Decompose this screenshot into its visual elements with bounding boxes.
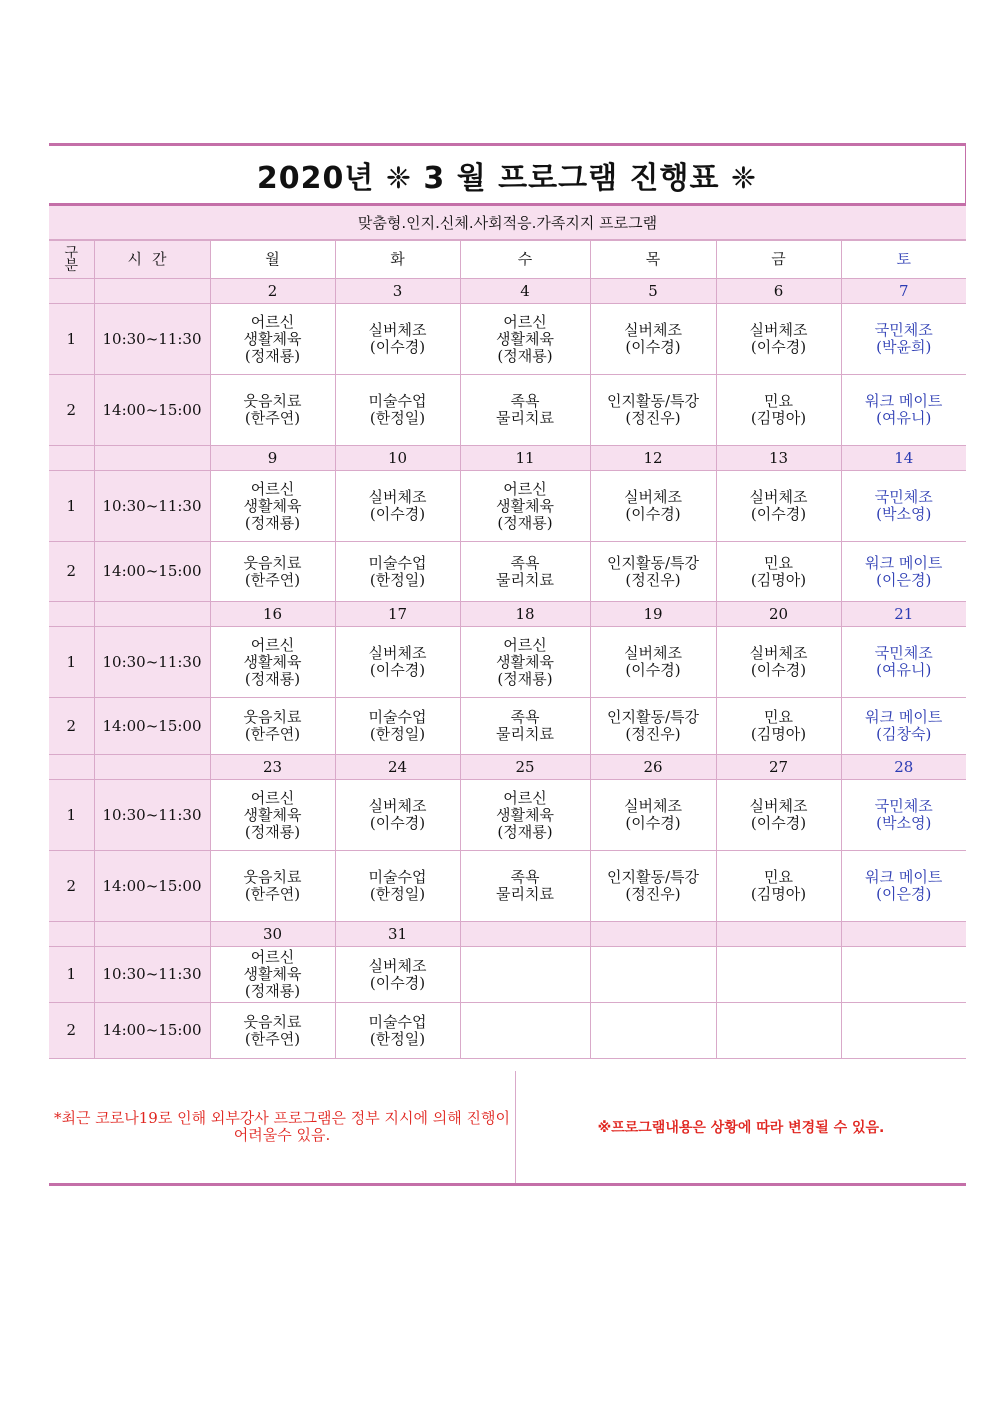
program-line: (정재룡) (244, 513, 301, 532)
session-row (49, 471, 966, 542)
program-line: 실버체조 (368, 488, 427, 506)
program-cell (335, 375, 460, 446)
program-cell (716, 304, 841, 375)
date-cell: 5 (590, 279, 716, 304)
session-row (49, 542, 966, 602)
date-cell: 11 (460, 446, 590, 471)
session-number: 2 (49, 542, 94, 602)
program-line: (한정일) (369, 409, 426, 427)
date-cell (716, 922, 841, 947)
program-line: 생활체육 (496, 496, 554, 515)
page-title: 2020년 ❈ 3 월 프로그램 진행표 ❈ (256, 160, 758, 196)
program-line: (정진우) (625, 409, 681, 427)
program-line: 인지활동/특강 (607, 868, 699, 886)
session-number: 2 (49, 698, 94, 755)
program-line: 어르신 (250, 635, 295, 654)
program-line: (정진우) (625, 570, 681, 589)
header-time: 시간 (94, 241, 210, 279)
session-time: 10:30~11:30 (94, 947, 210, 1003)
program-line: (김명아) (750, 885, 807, 903)
program-line: (이수경) (750, 505, 807, 523)
program-line: (이수경) (750, 814, 807, 832)
program-line: (정진우) (625, 885, 681, 903)
program-line: (박소영) (876, 505, 932, 523)
program-line: 생활체육 (243, 965, 302, 983)
program-cell (460, 471, 590, 542)
program-cell (590, 304, 716, 375)
date-row-blank (49, 922, 94, 947)
date-cell: 10 (335, 446, 460, 471)
covid-notice: *최근 코로나19로 인해 외부강사 프로그램은 정부 지시에 의해 진행이 어려울수 있음. (49, 1071, 516, 1183)
date-cell: 12 (590, 446, 716, 471)
header-day-wed: 수 (460, 241, 590, 279)
program-line: 국민체조 (874, 797, 933, 815)
program-line: 미술수업 (368, 392, 427, 410)
program-cell (841, 851, 966, 922)
program-line: (정재룡) (244, 346, 301, 365)
program-line: 웃음치료 (243, 1012, 302, 1031)
program-line: 어르신 (250, 479, 295, 498)
program-cell (210, 1003, 335, 1059)
session-time: 10:30~11:30 (94, 304, 210, 375)
program-cell (460, 947, 590, 1003)
program-line: 웃음치료 (243, 553, 302, 572)
date-row-blank (94, 922, 210, 947)
program-line: (한주연) (244, 570, 301, 589)
program-cell (716, 1003, 841, 1059)
session-number: 1 (49, 471, 94, 542)
session-row (49, 375, 966, 446)
header-day-mon: 월 (210, 241, 335, 279)
program-cell (841, 542, 966, 602)
program-line: (김명아) (750, 409, 807, 427)
program-line: 민요 (764, 392, 793, 410)
change-notice: ※프로그램내용은 상황에 따라 변경될 수 있음. (597, 1120, 885, 1136)
program-line: (여유니) (876, 661, 932, 679)
session-row (49, 698, 966, 755)
date-row-blank (49, 446, 94, 471)
program-cell (841, 471, 966, 542)
date-cell: 27 (716, 755, 841, 780)
session-number: 2 (49, 1003, 94, 1059)
date-row (49, 755, 966, 780)
program-line: 민요 (764, 553, 793, 572)
date-cell: 7 (841, 279, 966, 304)
program-line: (이수경) (625, 338, 681, 356)
program-line: 생활체육 (243, 496, 302, 515)
program-line: 실버체조 (749, 321, 808, 339)
session-row (49, 627, 966, 698)
program-line: (이수경) (625, 814, 681, 832)
program-cell (210, 780, 335, 851)
program-cell (210, 627, 335, 698)
program-cell (210, 698, 335, 755)
date-row-blank (94, 755, 210, 780)
program-cell (335, 947, 460, 1003)
program-line: (이수경) (625, 505, 681, 523)
program-line: 실버체조 (749, 797, 808, 815)
program-line: 생활체육 (243, 329, 302, 348)
program-line: 어르신 (503, 479, 547, 498)
program-cell (590, 542, 716, 602)
session-number: 1 (49, 627, 94, 698)
program-line: 미술수업 (368, 868, 427, 886)
program-cell (210, 851, 335, 922)
program-line: 생활체육 (243, 805, 302, 824)
header-day-tue: 화 (335, 241, 460, 279)
program-line: (김명아) (750, 570, 807, 589)
program-cell (590, 698, 716, 755)
program-line: (이은경) (876, 570, 932, 589)
session-time: 14:00~15:00 (94, 375, 210, 446)
program-line: 국민체조 (874, 321, 933, 339)
program-cell (841, 375, 966, 446)
program-cell (460, 627, 590, 698)
session-time: 10:30~11:30 (94, 471, 210, 542)
program-line: (한정일) (369, 1029, 426, 1048)
date-cell: 2 (210, 279, 335, 304)
program-cell (716, 947, 841, 1003)
program-line: (정재룡) (497, 513, 553, 532)
program-cell (590, 627, 716, 698)
date-cell: 23 (210, 755, 335, 780)
date-row (49, 602, 966, 627)
program-line: 실버체조 (368, 797, 427, 815)
date-row-blank (49, 279, 94, 304)
program-cell (841, 627, 966, 698)
program-cell (590, 471, 716, 542)
program-line: 생활체육 (496, 329, 554, 348)
schedule-sheet (49, 143, 966, 1059)
date-cell: 16 (210, 602, 335, 627)
program-line: (이수경) (369, 338, 426, 356)
program-cell (335, 698, 460, 755)
date-cell: 20 (716, 602, 841, 627)
session-time: 14:00~15:00 (94, 542, 210, 602)
date-cell: 17 (335, 602, 460, 627)
program-cell (716, 542, 841, 602)
program-cell (460, 542, 590, 602)
program-line: 족욕 (510, 868, 540, 886)
header-day-sat: 토 (841, 241, 966, 279)
session-row (49, 304, 966, 375)
program-cell (460, 304, 590, 375)
session-time: 14:00~15:00 (94, 851, 210, 922)
program-line: 족욕 (510, 553, 540, 572)
program-line: (여유니) (876, 409, 932, 427)
date-row (49, 446, 966, 471)
program-line: (정재룡) (244, 822, 301, 841)
program-line: 물리치료 (496, 570, 554, 589)
program-line: 실버체조 (749, 644, 808, 662)
program-cell (716, 471, 841, 542)
date-row (49, 922, 966, 947)
date-cell: 13 (716, 446, 841, 471)
program-cell (460, 1003, 590, 1059)
program-line: 물리치료 (496, 885, 554, 903)
date-cell: 6 (716, 279, 841, 304)
date-cell: 4 (460, 279, 590, 304)
program-cell (841, 780, 966, 851)
header-gubun: 구분 (49, 241, 94, 279)
program-cell (335, 627, 460, 698)
program-cell (210, 375, 335, 446)
program-subtitle: 맞춤형.인지.신체.사회적응.가족지지 프로그램 (49, 206, 966, 240)
program-line: 족욕 (510, 708, 540, 726)
program-line: (한주연) (244, 885, 301, 903)
date-cell: 24 (335, 755, 460, 780)
session-row (49, 947, 966, 1003)
program-line: 국민체조 (874, 488, 933, 506)
program-cell (460, 698, 590, 755)
program-cell (590, 851, 716, 922)
program-line: 웃음치료 (243, 868, 302, 886)
program-line: 족욕 (510, 392, 540, 410)
program-line: 어르신 (250, 948, 295, 966)
program-line: (정재룡) (497, 669, 553, 688)
program-cell (210, 304, 335, 375)
program-line: (한주연) (244, 725, 301, 743)
program-line: (한정일) (369, 570, 426, 589)
program-cell (841, 304, 966, 375)
program-line: 물리치료 (496, 409, 554, 427)
date-cell: 19 (590, 602, 716, 627)
date-cell: 31 (335, 922, 460, 947)
program-line: (박소영) (876, 814, 932, 832)
session-row (49, 780, 966, 851)
program-line: (한정일) (369, 725, 426, 743)
header-row (49, 241, 966, 279)
program-line: 워크 메이트 (865, 868, 943, 886)
program-line: 민요 (764, 708, 793, 726)
program-line: 실버체조 (624, 644, 682, 662)
date-row-blank (49, 755, 94, 780)
program-cell (335, 780, 460, 851)
date-cell: 25 (460, 755, 590, 780)
program-line: (한주연) (244, 1029, 301, 1048)
program-line: 실버체조 (624, 321, 682, 339)
program-line: 실버체조 (368, 956, 427, 975)
program-cell (590, 947, 716, 1003)
footer-notes (49, 1071, 966, 1186)
program-line: (이수경) (625, 661, 681, 679)
program-line: 어르신 (250, 788, 295, 807)
program-cell (841, 947, 966, 1003)
program-line: 워크 메이트 (865, 553, 943, 572)
date-cell: 14 (841, 446, 966, 471)
program-cell (335, 542, 460, 602)
program-line: 국민체조 (874, 644, 933, 662)
program-cell (210, 471, 335, 542)
program-line: 웃음치료 (243, 708, 302, 726)
program-line: 인지활동/특강 (607, 553, 699, 572)
date-cell: 3 (335, 279, 460, 304)
program-cell (210, 542, 335, 602)
session-number: 1 (49, 947, 94, 1003)
date-cell: 9 (210, 446, 335, 471)
program-cell (716, 375, 841, 446)
program-line: 미술수업 (368, 553, 427, 572)
program-line: 워크 메이트 (865, 708, 943, 726)
program-cell (716, 851, 841, 922)
date-cell: 21 (841, 602, 966, 627)
program-line: 어르신 (503, 635, 547, 654)
program-line: 미술수업 (368, 708, 427, 726)
program-line: 실버체조 (624, 797, 682, 815)
program-line: (한주연) (244, 409, 301, 427)
program-cell (335, 1003, 460, 1059)
program-line: 실버체조 (368, 321, 427, 339)
session-number: 1 (49, 780, 94, 851)
date-cell: 30 (210, 922, 335, 947)
program-line: (이수경) (369, 661, 426, 679)
program-line: (이수경) (750, 338, 807, 356)
program-cell (841, 698, 966, 755)
date-cell (841, 922, 966, 947)
program-line: (김명아) (750, 725, 807, 743)
date-cell (460, 922, 590, 947)
date-row-blank (94, 446, 210, 471)
program-cell (335, 304, 460, 375)
session-number: 2 (49, 851, 94, 922)
program-cell (716, 698, 841, 755)
session-row (49, 1003, 966, 1059)
date-row-blank (94, 602, 210, 627)
program-cell (460, 780, 590, 851)
program-cell (460, 375, 590, 446)
program-line: 생활체육 (496, 805, 554, 824)
session-time: 14:00~15:00 (94, 698, 210, 755)
title-box (49, 143, 966, 206)
program-line: 민요 (764, 868, 793, 886)
session-number: 2 (49, 375, 94, 446)
program-cell (590, 780, 716, 851)
program-line: 실버체조 (749, 488, 808, 506)
date-cell (590, 922, 716, 947)
program-line: (박윤희) (876, 338, 932, 356)
header-day-fri: 금 (716, 241, 841, 279)
date-cell: 18 (460, 602, 590, 627)
date-cell: 28 (841, 755, 966, 780)
program-cell (716, 627, 841, 698)
session-row (49, 851, 966, 922)
program-line: (이수경) (750, 661, 807, 679)
program-line: 실버체조 (624, 488, 682, 506)
date-row-blank (94, 279, 210, 304)
program-line: (이은경) (876, 885, 932, 903)
program-line: 어르신 (250, 312, 295, 331)
program-line: 워크 메이트 (865, 392, 943, 410)
program-line: (김창숙) (876, 725, 932, 743)
program-line: 생활체육 (496, 652, 554, 671)
date-row (49, 279, 966, 304)
schedule-table (49, 240, 966, 1059)
program-line: 어르신 (503, 312, 547, 331)
program-line: 물리치료 (496, 725, 554, 743)
session-time: 14:00~15:00 (94, 1003, 210, 1059)
program-cell (841, 1003, 966, 1059)
program-cell (590, 1003, 716, 1059)
program-line: (이수경) (369, 814, 426, 832)
program-line: (정재룡) (497, 346, 553, 365)
program-line: (이수경) (369, 973, 426, 992)
program-cell (590, 375, 716, 446)
program-cell (716, 780, 841, 851)
session-number: 1 (49, 304, 94, 375)
program-cell (335, 851, 460, 922)
program-line: 실버체조 (368, 644, 427, 662)
program-line: 어르신 (503, 788, 547, 807)
program-line: 미술수업 (368, 1012, 427, 1031)
program-line: (정재룡) (497, 822, 553, 841)
program-cell (210, 947, 335, 1003)
program-line: (한정일) (369, 885, 426, 903)
program-cell (460, 851, 590, 922)
program-line: (정재룡) (244, 669, 301, 688)
program-line: 웃음치료 (243, 392, 302, 410)
program-line: (정진우) (625, 725, 681, 743)
session-time: 10:30~11:30 (94, 780, 210, 851)
program-line: 인지활동/특강 (607, 392, 699, 410)
date-cell: 26 (590, 755, 716, 780)
date-row-blank (49, 602, 94, 627)
header-day-thu: 목 (590, 241, 716, 279)
program-line: (이수경) (369, 505, 426, 523)
program-line: 인지활동/특강 (607, 708, 699, 726)
program-line: 생활체육 (243, 652, 302, 671)
program-line: (정재룡) (244, 982, 301, 1000)
session-time: 10:30~11:30 (94, 627, 210, 698)
program-cell (335, 471, 460, 542)
